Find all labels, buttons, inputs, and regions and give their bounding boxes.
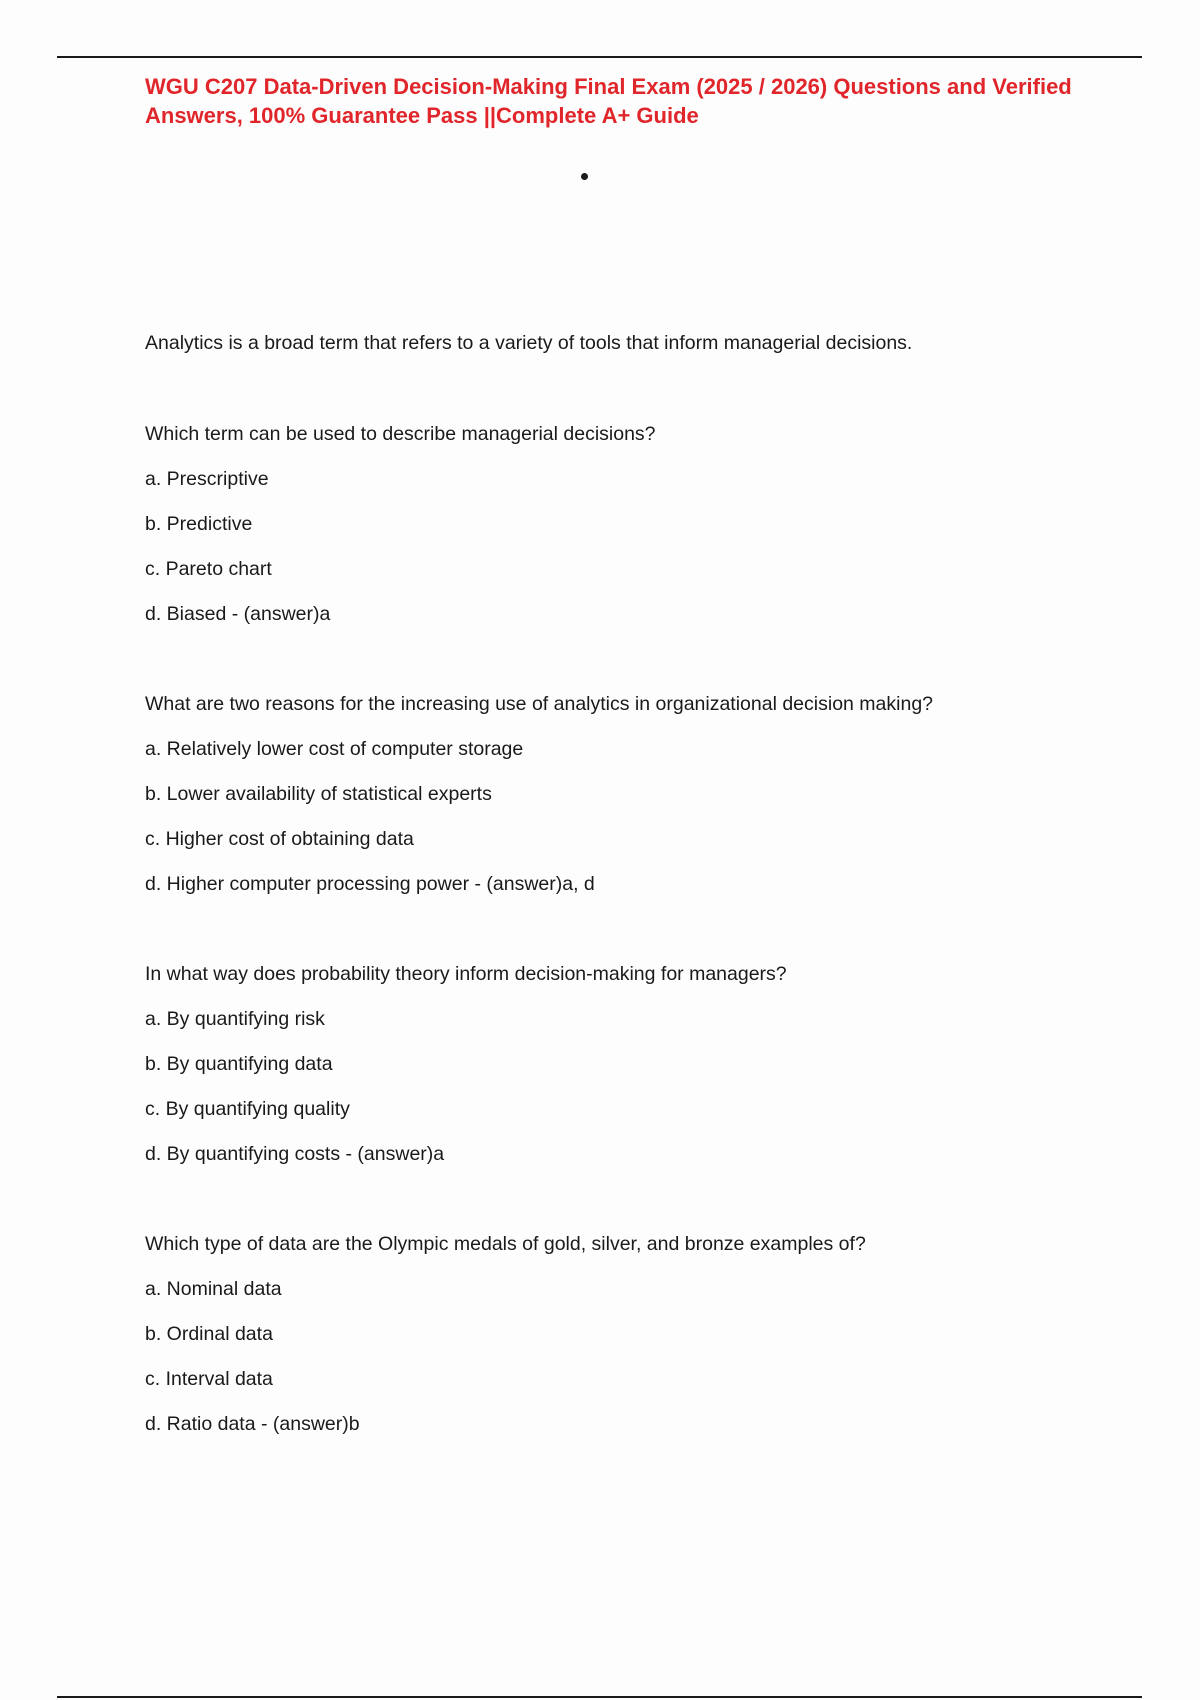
- document-body: [145, 330, 1105, 1501]
- option-a: a. By quantifying risk: [145, 1008, 325, 1030]
- document-title: WGU C207 Data-Driven Decision-Making Final Exam (2025 / 2026) Questions and Verified Answers, 100% Guarantee Pass ||Complete A+ Guide: [145, 74, 1072, 128]
- option-c: c. By quantifying quality: [145, 1098, 350, 1120]
- top-rule: [57, 56, 1142, 58]
- question-text: In what way does probability theory inform decision-making for managers?: [145, 963, 787, 985]
- option-d: d. Higher computer processing power - (answer)a, d: [145, 873, 595, 895]
- option-c: c. Pareto chart: [145, 558, 272, 580]
- option-b: b. Ordinal data: [145, 1323, 273, 1345]
- option-c: c. Higher cost of obtaining data: [145, 828, 414, 850]
- option-a: a. Nominal data: [145, 1278, 282, 1300]
- bottom-rule: [57, 1696, 1142, 1698]
- option-b: b. Lower availability of statistical experts: [145, 783, 492, 805]
- intro-paragraph: Analytics is a broad term that refers to a variety of tools that inform managerial decisions.: [145, 332, 913, 354]
- question-text: Which term can be used to describe managerial decisions?: [145, 423, 656, 445]
- option-d: d. By quantifying costs - (answer)a: [145, 1143, 445, 1165]
- option-d: d. Ratio data - (answer)b: [145, 1413, 360, 1435]
- option-a: a. Relatively lower cost of computer storage: [145, 738, 524, 760]
- option-c: c. Interval data: [145, 1368, 273, 1390]
- question-text: What are two reasons for the increasing use of analytics in organizational decision making?: [145, 693, 934, 715]
- question-2: [145, 691, 1105, 897]
- question-4: [145, 1231, 1105, 1437]
- option-a: a. Prescriptive: [145, 468, 269, 490]
- question-1: [145, 421, 1105, 627]
- option-b: b. By quantifying data: [145, 1053, 333, 1075]
- option-b: b. Predictive: [145, 513, 253, 535]
- bullet-point: [581, 173, 588, 180]
- question-3: [145, 961, 1105, 1167]
- question-text: Which type of data are the Olympic medals of gold, silver, and bronze examples of?: [145, 1233, 866, 1255]
- option-d: d. Biased - (answer)a: [145, 603, 331, 625]
